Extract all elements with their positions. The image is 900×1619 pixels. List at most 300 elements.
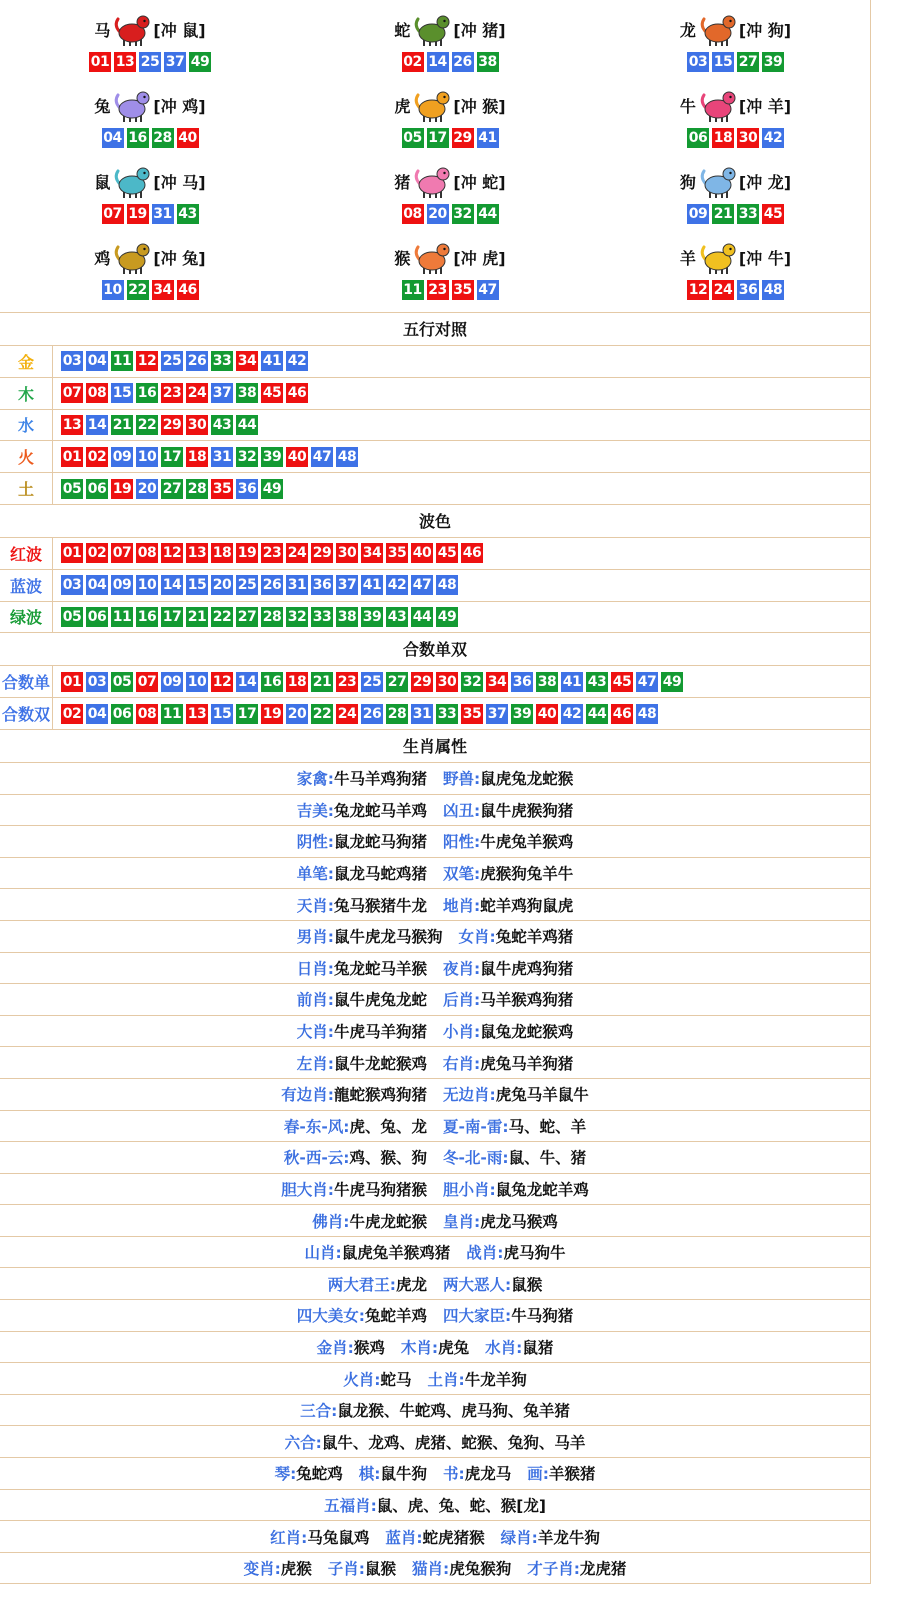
- heshu-numbers: [53, 672, 683, 692]
- attribute-key: 冬-北-雨:: [443, 1149, 509, 1168]
- zodiac-header: [94, 160, 205, 202]
- number-ball: 01: [62, 448, 82, 465]
- number-ball: 03: [62, 353, 82, 370]
- attribute-key: 五福肖:: [324, 1496, 377, 1515]
- zodiac-grid: [0, 0, 870, 313]
- zodiac-numbers: [89, 52, 211, 72]
- attribute-row: [0, 1016, 870, 1048]
- number-ball: 45: [612, 673, 632, 690]
- number-ball: 13: [62, 416, 82, 433]
- attribute-value: 鼠、牛、猪: [508, 1149, 587, 1168]
- number-ball: 27: [162, 480, 182, 497]
- number-ball: 24: [337, 705, 357, 722]
- number-ball: 43: [587, 673, 607, 690]
- number-ball: 35: [387, 545, 407, 562]
- zodiac-numbers: [102, 204, 199, 224]
- attribute-key: 地肖:: [443, 896, 481, 915]
- number-ball: 39: [362, 608, 382, 625]
- attribute-value: 鼠牛狗: [380, 1465, 427, 1484]
- number-ball: 48: [763, 282, 783, 298]
- attribute-value: 兔马猴猪牛龙: [333, 896, 427, 915]
- attribute-key: 女肖:: [458, 928, 496, 947]
- attribute-key: 六合:: [284, 1433, 322, 1452]
- number-ball: 22: [212, 608, 232, 625]
- bose-numbers: [53, 607, 458, 627]
- attribute-row: [0, 953, 870, 985]
- number-ball: 06: [112, 705, 132, 722]
- attribute-value: 鼠兔龙蛇猴鸡: [480, 1023, 574, 1042]
- number-ball: 20: [137, 480, 157, 497]
- number-ball: 47: [637, 673, 657, 690]
- attribute-key: 阳性:: [443, 833, 481, 852]
- attribute-key: 蓝肖:: [385, 1528, 423, 1547]
- number-ball: 46: [287, 385, 307, 402]
- attribute-key: 土肖:: [427, 1370, 465, 1389]
- snake-icon: [412, 9, 452, 49]
- attribute-key: 金肖:: [316, 1338, 354, 1357]
- attribute-value: 虎龙马猴鸡: [480, 1212, 558, 1231]
- zodiac-chong: [冲 羊]: [738, 96, 792, 116]
- attribute-key: 变肖:: [243, 1560, 281, 1579]
- attribute-key: 绿肖:: [500, 1528, 538, 1547]
- number-ball: 35: [462, 705, 482, 722]
- zodiac-header: [680, 160, 791, 202]
- attribute-key: 胆小肖:: [443, 1180, 496, 1199]
- number-ball: 25: [140, 54, 160, 70]
- attribute-value: 兔龙蛇马羊猴: [333, 959, 427, 978]
- attribute-value: 兔蛇羊鸡: [364, 1307, 427, 1326]
- attribute-row: [0, 1237, 870, 1269]
- attribute-key: 书:: [443, 1465, 465, 1484]
- number-ball: 41: [478, 130, 497, 146]
- number-ball: 33: [437, 705, 457, 722]
- number-ball: 17: [162, 448, 182, 465]
- number-ball: 03: [87, 673, 107, 690]
- attribute-key: 日肖:: [296, 959, 334, 978]
- bose-row: [0, 570, 870, 602]
- attribute-value: 牛龙羊狗: [464, 1370, 527, 1389]
- number-ball: 05: [62, 608, 82, 625]
- number-ball: 18: [212, 545, 232, 562]
- zodiac-header: [680, 236, 791, 278]
- number-ball: 12: [137, 353, 157, 370]
- number-ball: 34: [237, 353, 257, 370]
- attribute-key: 小肖:: [443, 1023, 481, 1042]
- number-ball: 28: [187, 480, 207, 497]
- number-ball: 49: [437, 608, 457, 625]
- zodiac-cell: [0, 236, 300, 312]
- bose-row: [0, 538, 870, 570]
- attribute-value: 鼠牛虎鸡狗猪: [480, 959, 574, 978]
- attribute-key: 四大美女:: [296, 1307, 365, 1326]
- zodiac-cell: [300, 160, 600, 236]
- zodiac-header: [94, 8, 205, 50]
- attribute-key: 家禽:: [296, 770, 334, 789]
- number-ball: 23: [162, 385, 182, 402]
- wuxing-row: [0, 346, 870, 378]
- attribute-value: 鼠牛龙蛇猴鸡: [333, 1054, 427, 1073]
- rabbit-icon: [112, 85, 152, 125]
- attribute-row: [0, 1079, 870, 1111]
- horse-icon: [112, 9, 152, 49]
- number-ball: 11: [112, 608, 132, 625]
- number-ball: 40: [537, 705, 557, 722]
- attribute-key: 夜肖:: [443, 959, 481, 978]
- wuxing-label: 火: [0, 441, 53, 472]
- tiger-icon: [412, 85, 452, 125]
- attribute-value: 鼠猪: [522, 1338, 554, 1357]
- zodiac-cell: [600, 236, 871, 312]
- zodiac-name: 牛: [679, 96, 696, 116]
- number-ball: 09: [112, 448, 132, 465]
- zodiac-cell: [600, 8, 871, 84]
- number-ball: 08: [403, 206, 422, 222]
- attribute-key: 棋:: [358, 1465, 381, 1484]
- attribute-value: 鼠猴: [511, 1275, 543, 1294]
- attribute-value: 虎马狗牛: [503, 1244, 566, 1263]
- number-ball: 08: [137, 705, 157, 722]
- number-ball: 39: [512, 705, 532, 722]
- number-ball: 13: [187, 545, 207, 562]
- wuxing-numbers: [53, 479, 283, 499]
- attribute-value: 虎兔马羊狗猪: [480, 1054, 574, 1073]
- wuxing-row: [0, 441, 870, 473]
- zodiac-name: 羊: [679, 248, 696, 268]
- number-ball: 02: [87, 545, 107, 562]
- number-ball: 35: [453, 282, 472, 298]
- number-ball: 19: [262, 705, 282, 722]
- number-ball: 05: [62, 480, 82, 497]
- attribute-key: 红肖:: [270, 1528, 308, 1547]
- number-ball: 44: [478, 206, 497, 222]
- attribute-key: 琴:: [274, 1465, 297, 1484]
- number-ball: 26: [262, 577, 282, 594]
- attribute-value: 鼠虎兔龙蛇猴: [480, 770, 574, 789]
- attribute-key: 火肖:: [343, 1370, 381, 1389]
- zodiac-chong: [冲 狗]: [738, 20, 792, 40]
- number-ball: 27: [387, 673, 407, 690]
- zodiac-header: [394, 8, 505, 50]
- number-ball: 47: [478, 282, 497, 298]
- number-ball: 45: [437, 545, 457, 562]
- number-ball: 38: [537, 673, 557, 690]
- bose-numbers: [53, 543, 483, 563]
- attribute-key: 胆大肖:: [281, 1180, 334, 1199]
- heshu-title: 合数单双: [0, 633, 870, 666]
- zodiac-header: [394, 236, 505, 278]
- zodiac-chong: [冲 猴]: [453, 96, 506, 116]
- number-ball: 40: [178, 130, 197, 146]
- number-ball: 06: [87, 480, 107, 497]
- number-ball: 11: [162, 705, 182, 722]
- wuxing-row: [0, 473, 870, 505]
- number-ball: 29: [453, 130, 472, 146]
- number-ball: 25: [162, 353, 182, 370]
- number-ball: 46: [462, 545, 482, 562]
- number-ball: 18: [287, 673, 307, 690]
- attribute-value: 鼠龙猴、牛蛇鸡、虎马狗、兔羊猪: [337, 1402, 570, 1421]
- attribute-key: 左肖:: [296, 1054, 334, 1073]
- attribute-value: 鼠牛虎龙马猴狗: [333, 928, 443, 947]
- number-ball: 44: [587, 705, 607, 722]
- number-ball: 49: [190, 54, 210, 70]
- number-ball: 22: [128, 282, 147, 298]
- attribute-key: 木肖:: [400, 1338, 439, 1357]
- number-ball: 45: [763, 206, 783, 222]
- attribute-key: 两大君王:: [327, 1275, 396, 1294]
- attribute-key: 两大恶人:: [443, 1275, 512, 1294]
- bose-title: 波色: [0, 505, 870, 538]
- attribute-value: 羊猴猪: [548, 1465, 596, 1484]
- zodiac-chong: [冲 虎]: [453, 248, 506, 268]
- number-ball: 12: [688, 282, 708, 298]
- wuxing-label: 木: [0, 378, 53, 409]
- attribute-key: 山肖:: [304, 1244, 342, 1263]
- attribute-row: [0, 795, 870, 827]
- heshu-label: 合数单: [0, 666, 53, 697]
- ox-icon: [698, 85, 738, 125]
- number-ball: 39: [262, 448, 282, 465]
- heshu-row: [0, 698, 870, 730]
- number-ball: 01: [62, 545, 82, 562]
- number-ball: 10: [137, 577, 157, 594]
- attribute-value: 牛马狗猪: [511, 1307, 574, 1326]
- attribute-key: 春-东-风:: [283, 1117, 350, 1136]
- attribute-row: [0, 1300, 870, 1332]
- attribute-key: 皇肖:: [443, 1212, 481, 1231]
- number-ball: 04: [87, 705, 107, 722]
- number-ball: 37: [212, 385, 232, 402]
- number-ball: 36: [312, 577, 332, 594]
- attribute-value: 兔蛇鸡: [296, 1465, 343, 1484]
- zodiac-cell: [300, 8, 600, 84]
- attribute-key: 战肖:: [466, 1244, 504, 1263]
- number-ball: 36: [512, 673, 532, 690]
- number-ball: 48: [437, 577, 457, 594]
- number-ball: 05: [403, 130, 422, 146]
- number-ball: 16: [137, 385, 157, 402]
- attribute-value: 鼠龙蛇马狗猪: [333, 833, 427, 852]
- attribute-key: 秋-西-云:: [283, 1149, 350, 1168]
- heshu-label: 合数双: [0, 698, 53, 729]
- number-ball: 20: [212, 577, 232, 594]
- zodiac-chong: [冲 马]: [153, 172, 206, 192]
- wuxing-row: [0, 378, 870, 410]
- number-ball: 41: [262, 353, 282, 370]
- zodiac-header: [394, 160, 505, 202]
- attribute-value: 蛇马: [380, 1370, 412, 1389]
- number-ball: 37: [337, 577, 357, 594]
- number-ball: 03: [688, 54, 708, 70]
- number-ball: 42: [562, 705, 582, 722]
- wuxing-table: [0, 346, 870, 505]
- number-ball: 10: [187, 673, 207, 690]
- zodiac-name: 蛇: [394, 20, 411, 40]
- number-ball: 41: [362, 577, 382, 594]
- number-ball: 04: [103, 130, 122, 146]
- attribute-value: 蛇虎猪猴: [422, 1528, 485, 1547]
- number-ball: 39: [763, 54, 783, 70]
- number-ball: 03: [62, 577, 82, 594]
- number-ball: 21: [713, 206, 733, 222]
- attribute-value: 牛虎龙蛇猴: [349, 1212, 427, 1231]
- number-ball: 32: [462, 673, 482, 690]
- attribute-key: 夏-南-雷:: [443, 1117, 509, 1136]
- attribute-row: [0, 763, 870, 795]
- zodiac-numbers: [102, 128, 199, 148]
- number-ball: 45: [262, 385, 282, 402]
- attribute-value: 龙虎猪: [579, 1560, 627, 1579]
- zodiac-header: [680, 8, 791, 50]
- number-ball: 41: [562, 673, 582, 690]
- heshu-table: [0, 666, 870, 730]
- number-ball: 47: [312, 448, 332, 465]
- dog-icon: [698, 161, 738, 201]
- number-ball: 36: [237, 480, 257, 497]
- attribute-row: [0, 1553, 870, 1585]
- number-ball: 23: [428, 282, 447, 298]
- attribute-key: 无边肖:: [443, 1086, 496, 1105]
- attribute-value: 兔龙蛇马羊鸡: [333, 801, 427, 820]
- number-ball: 40: [412, 545, 432, 562]
- number-ball: 32: [237, 448, 257, 465]
- attribute-row: [0, 826, 870, 858]
- bose-label: 绿波: [0, 602, 53, 633]
- attribute-value: 马羊猴鸡狗猪: [480, 991, 574, 1010]
- number-ball: 20: [287, 705, 307, 722]
- zodiac-name: 鼠: [94, 172, 111, 192]
- bose-table: [0, 538, 870, 633]
- number-ball: 26: [453, 54, 472, 70]
- wuxing-numbers: [53, 383, 308, 403]
- attribute-value: 虎猴狗兔羊牛: [480, 865, 574, 884]
- zodiac-cell: [0, 8, 300, 84]
- attribute-key: 猫肖:: [412, 1560, 450, 1579]
- number-ball: 42: [763, 130, 783, 146]
- number-ball: 40: [287, 448, 307, 465]
- number-ball: 15: [212, 705, 232, 722]
- wuxing-row: [0, 410, 870, 442]
- number-ball: 33: [312, 608, 332, 625]
- bose-row: [0, 602, 870, 634]
- number-ball: 26: [187, 353, 207, 370]
- attribute-key: 右肖:: [443, 1054, 481, 1073]
- dragon-icon: [698, 9, 738, 49]
- number-ball: 04: [87, 577, 107, 594]
- number-ball: 30: [437, 673, 457, 690]
- zodiac-chong: [冲 兔]: [153, 248, 206, 268]
- zodiac-header: [94, 236, 205, 278]
- attribute-row: [0, 984, 870, 1016]
- zodiac-header: [94, 84, 205, 126]
- attribute-row: [0, 1047, 870, 1079]
- number-ball: 21: [112, 416, 132, 433]
- number-ball: 11: [403, 282, 422, 298]
- number-ball: 13: [187, 705, 207, 722]
- number-ball: 34: [153, 282, 172, 298]
- zodiac-cell: [600, 160, 871, 236]
- number-ball: 09: [688, 206, 708, 222]
- attribute-key: 后肖:: [443, 991, 481, 1010]
- wuxing-label: 水: [0, 410, 53, 441]
- number-ball: 43: [178, 206, 197, 222]
- wuxing-label: 金: [0, 346, 53, 377]
- number-ball: 43: [387, 608, 407, 625]
- number-ball: 27: [738, 54, 758, 70]
- goat-icon: [698, 237, 738, 277]
- number-ball: 28: [153, 130, 172, 146]
- zodiac-numbers: [402, 128, 499, 148]
- attribute-key: 吉美:: [296, 801, 334, 820]
- zodiac-cell: [600, 84, 871, 160]
- attribute-key: 阴性:: [296, 833, 334, 852]
- attribute-row: [0, 1111, 870, 1143]
- number-ball: 31: [412, 705, 432, 722]
- number-ball: 10: [137, 448, 157, 465]
- attribute-row: [0, 1268, 870, 1300]
- number-ball: 34: [362, 545, 382, 562]
- attribute-key: 佛肖:: [312, 1212, 350, 1231]
- number-ball: 08: [87, 385, 107, 402]
- rooster-icon: [112, 237, 152, 277]
- attribute-key: 三合:: [300, 1402, 338, 1421]
- zodiac-chong: [冲 蛇]: [453, 172, 506, 192]
- attribute-key: 画:: [527, 1465, 549, 1484]
- attribute-value: 马兔鼠鸡: [307, 1528, 370, 1547]
- number-ball: 31: [287, 577, 307, 594]
- number-ball: 38: [478, 54, 497, 70]
- attribute-key: 四大家臣:: [443, 1307, 512, 1326]
- number-ball: 19: [112, 480, 132, 497]
- attribute-value: 羊龙牛狗: [537, 1528, 600, 1547]
- zodiac-cell: [300, 84, 600, 160]
- number-ball: 01: [62, 673, 82, 690]
- zodiac-header: [680, 84, 791, 126]
- attribute-key: 才子肖:: [527, 1560, 580, 1579]
- pig-icon: [412, 161, 452, 201]
- attribute-value: 鼠龙马蛇鸡猪: [333, 865, 427, 884]
- number-ball: 02: [403, 54, 422, 70]
- number-ball: 31: [212, 448, 232, 465]
- number-ball: 10: [103, 282, 122, 298]
- number-ball: 33: [738, 206, 758, 222]
- attribute-key: 野兽:: [443, 770, 481, 789]
- zodiac-chong: [冲 猪]: [453, 20, 506, 40]
- number-ball: 36: [738, 282, 758, 298]
- number-ball: 46: [612, 705, 632, 722]
- bose-label: 红波: [0, 538, 53, 569]
- attribute-value: 鼠猴: [364, 1560, 396, 1579]
- zodiac-numbers: [687, 280, 784, 300]
- number-ball: 32: [287, 608, 307, 625]
- attribute-value: 虎龙: [395, 1275, 427, 1294]
- zodiac-cell: [300, 236, 600, 312]
- zodiac-chong: [冲 鼠]: [153, 20, 206, 40]
- attribute-value: 虎龙马: [464, 1465, 512, 1484]
- number-ball: 19: [237, 545, 257, 562]
- attribute-value: 牛虎兔羊猴鸡: [480, 833, 574, 852]
- zodiac-numbers: [402, 280, 499, 300]
- attribute-key: 单笔:: [296, 865, 334, 884]
- zodiac-numbers: [402, 52, 499, 72]
- attribute-value: 虎猴: [280, 1560, 312, 1579]
- number-ball: 11: [112, 353, 132, 370]
- attribute-value: 牛虎马狗猪猴: [333, 1180, 427, 1199]
- number-ball: 04: [87, 353, 107, 370]
- number-ball: 48: [337, 448, 357, 465]
- number-ball: 12: [212, 673, 232, 690]
- zodiac-name: 狗: [679, 172, 696, 192]
